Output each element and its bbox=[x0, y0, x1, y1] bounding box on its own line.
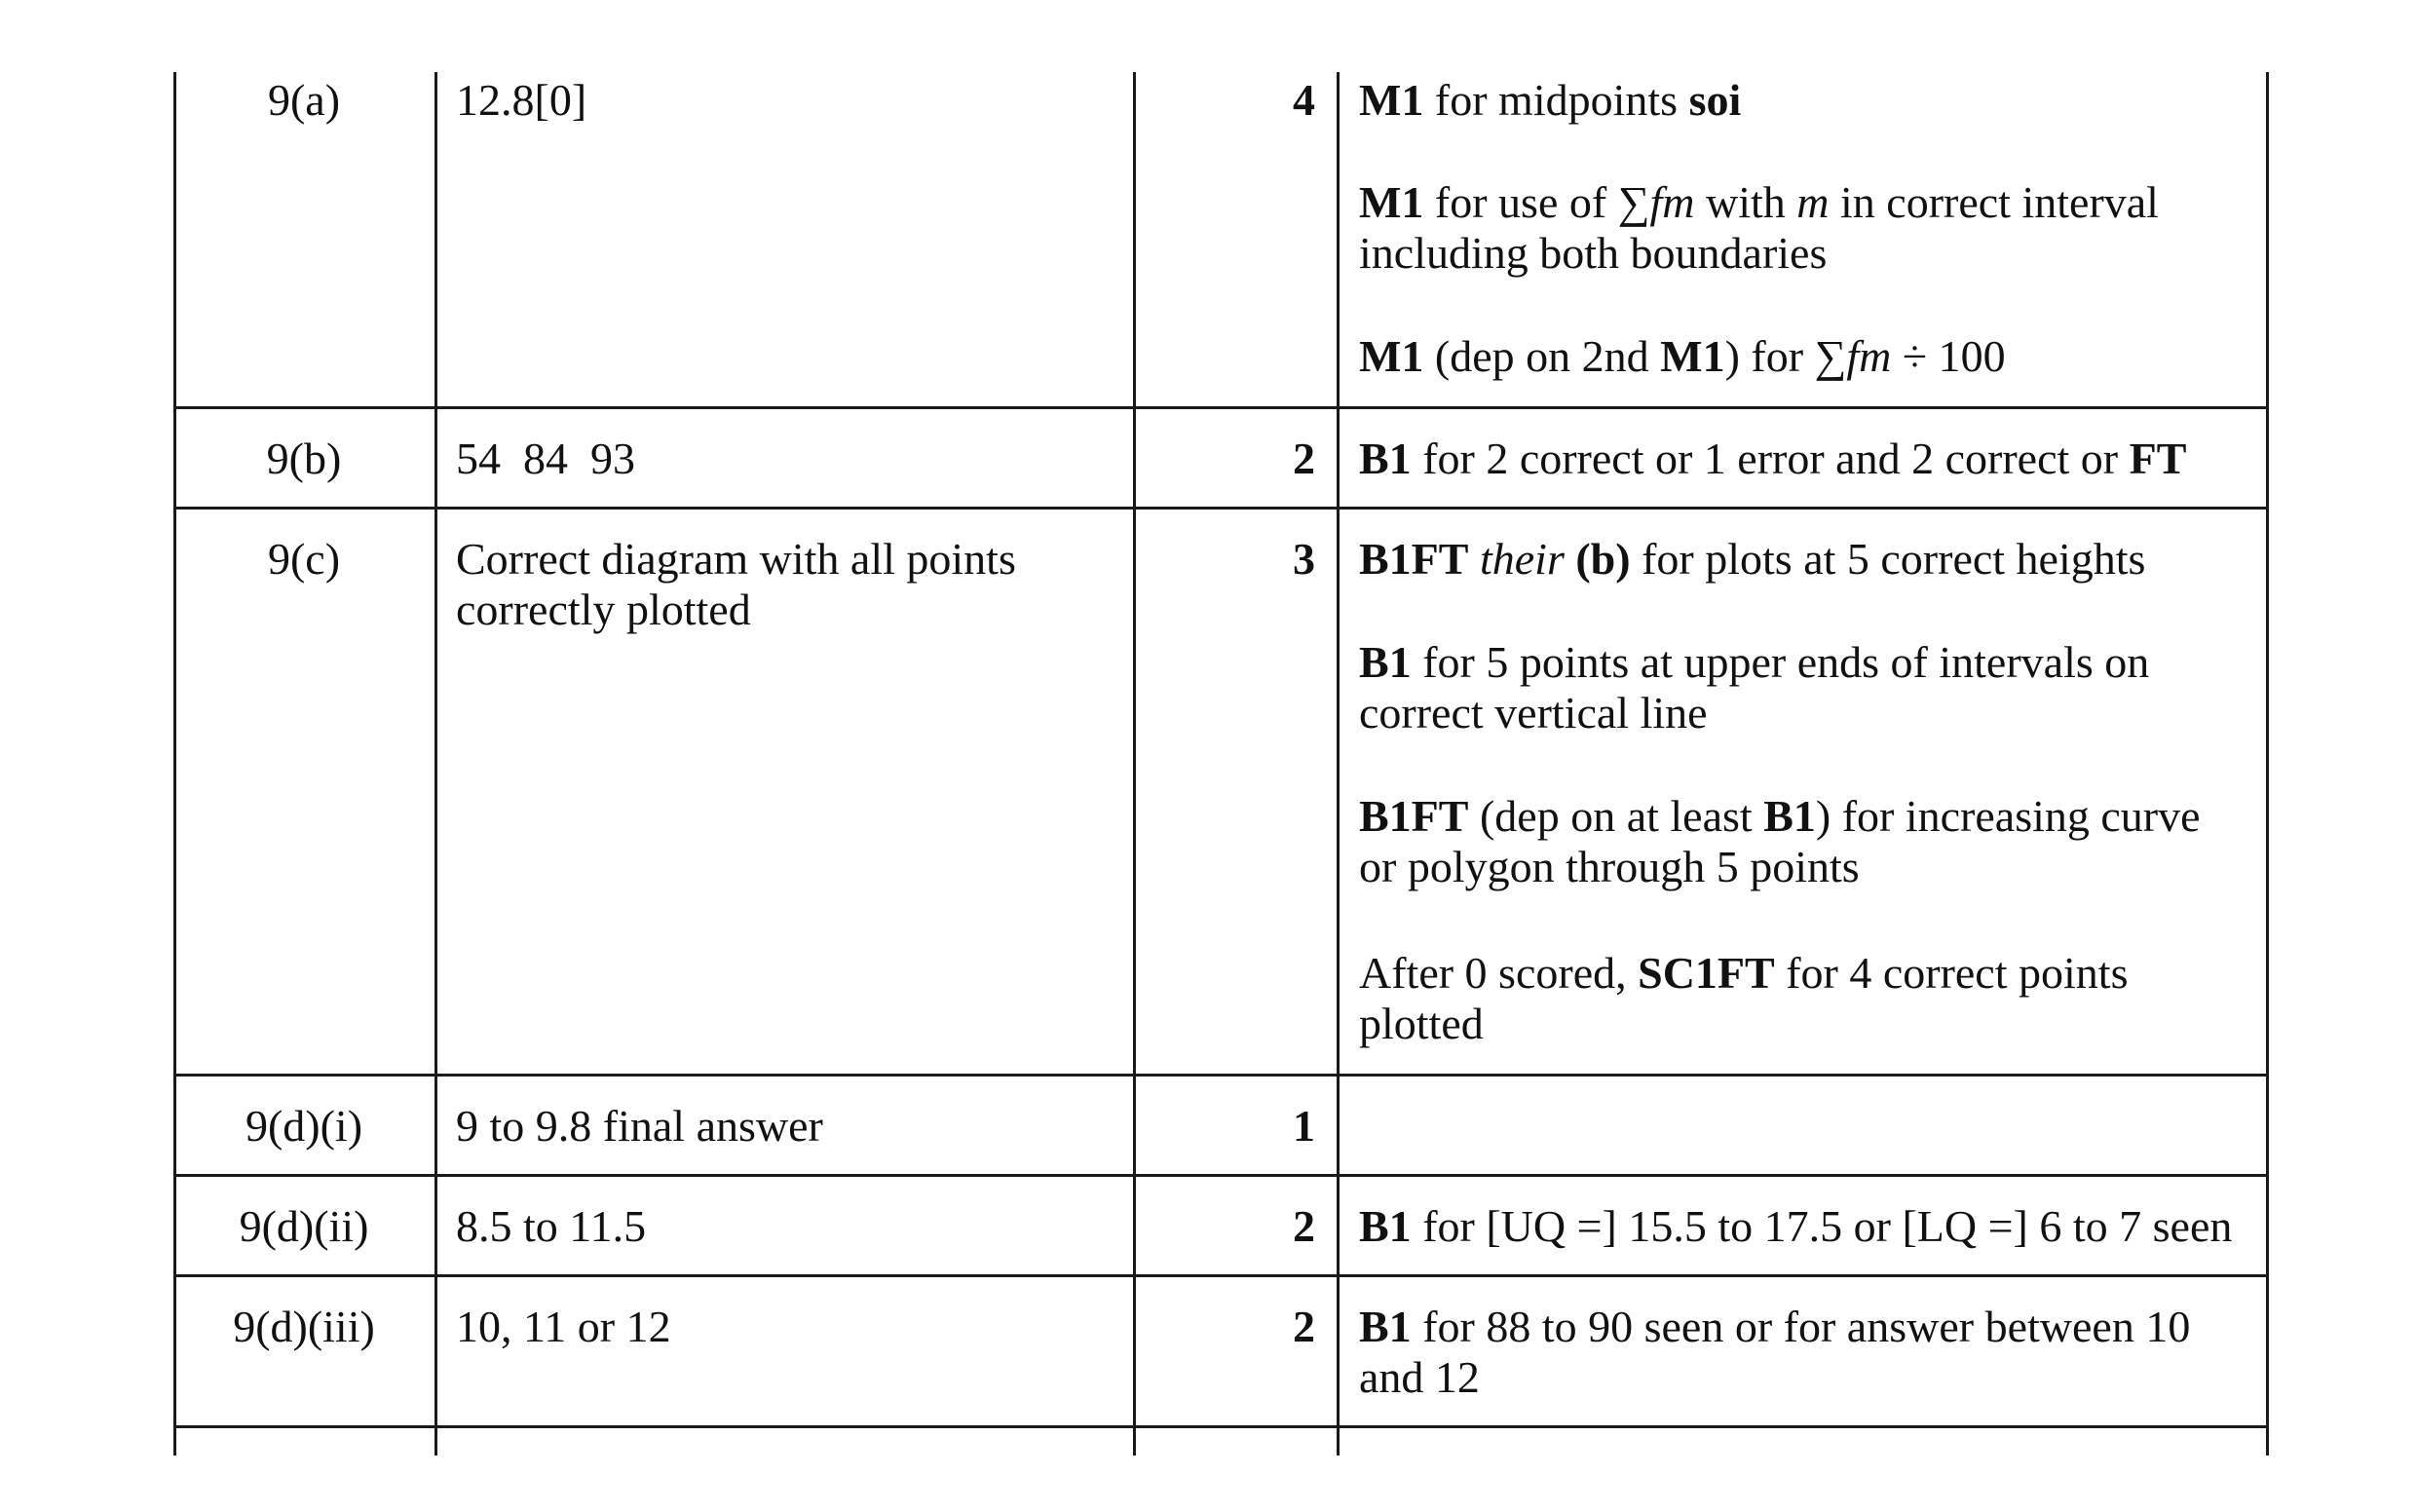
guidance-text: M1 for midpoints soi bbox=[1359, 75, 1742, 125]
answer-text: 10, 11 or 12 bbox=[456, 1302, 671, 1351]
answer-text: 54 84 93 bbox=[456, 434, 635, 483]
guidance-text: B1 for [UQ =] 15.5 to 17.5 or [LQ =] 6 to 7 seen bbox=[1359, 1201, 2233, 1251]
guidance-text: B1 for 2 correct or 1 error and 2 correct or FT bbox=[1359, 434, 2187, 483]
row-divider bbox=[173, 1074, 2269, 1077]
question-number: 9(c) bbox=[267, 534, 341, 584]
marks-value: 2 bbox=[1293, 1302, 1315, 1351]
question-number: 9(d)(iii) bbox=[233, 1302, 375, 1351]
question-number: 9(b) bbox=[266, 434, 342, 483]
answer-text: 9 to 9.8 final answer bbox=[456, 1101, 823, 1151]
guidance-text: After 0 scored, SC1FT for 4 correct points plotted bbox=[1359, 948, 2129, 1048]
row-divider bbox=[173, 1174, 2269, 1177]
answer-text: 12.8[0] bbox=[456, 75, 587, 125]
answer-text: Correct diagram with all points correctly plotted bbox=[456, 534, 1016, 634]
guidance-text: B1FT (dep on at least B1) for increasing curve or polygon through 5 points bbox=[1359, 791, 2201, 891]
marks-value: 2 bbox=[1293, 434, 1315, 483]
guidance-text: B1 for 5 points at upper ends of intervals on correct vertical line bbox=[1359, 637, 2150, 737]
marks-value: 4 bbox=[1293, 75, 1315, 125]
marks-value: 1 bbox=[1293, 1101, 1315, 1151]
row-divider bbox=[173, 406, 2269, 409]
answer-text: 8.5 to 11.5 bbox=[456, 1201, 647, 1251]
column-divider-answer bbox=[434, 72, 437, 1455]
guidance-text: B1 for 88 to 90 seen or for answer between 10 and 12 bbox=[1359, 1302, 2191, 1402]
marks-value: 2 bbox=[1293, 1201, 1315, 1251]
guidance-text: B1FT their (b) for plots at 5 correct heights bbox=[1359, 534, 2146, 584]
row-divider bbox=[173, 1274, 2269, 1277]
guidance-text: M1 for use of ∑fm with m in correct interval including both boundaries bbox=[1359, 177, 2159, 278]
table-border-right bbox=[2266, 72, 2269, 1455]
question-number: 9(d)(ii) bbox=[239, 1201, 369, 1251]
row-divider bbox=[173, 1425, 2269, 1428]
question-number: 9(a) bbox=[267, 75, 341, 125]
question-number: 9(d)(i) bbox=[245, 1101, 363, 1151]
marks-value: 3 bbox=[1293, 534, 1315, 584]
column-divider-marks bbox=[1133, 72, 1136, 1455]
column-divider-guidance bbox=[1337, 72, 1340, 1455]
row-divider bbox=[173, 507, 2269, 510]
guidance-text: M1 (dep on 2nd M1) for ∑fm ÷ 100 bbox=[1359, 331, 2006, 381]
